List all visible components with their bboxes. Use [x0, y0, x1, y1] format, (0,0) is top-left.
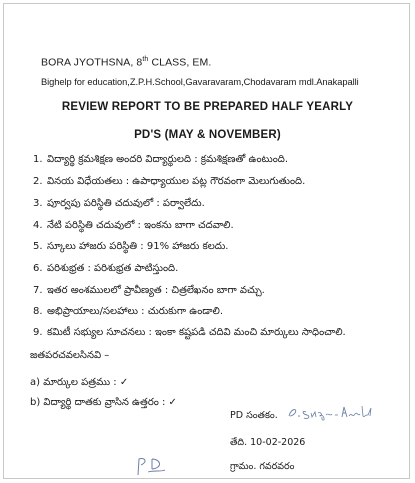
item-number: 3. — [33, 198, 43, 209]
item-number: 8. — [33, 306, 43, 317]
item-text: పూర్వపు పరిస్థితి చదువులో : పర్వాలేదు. — [47, 198, 205, 209]
item-text: నేటి పరిస్థితి చదువులో : ఇంకను బాగా చదవాలి. — [47, 220, 234, 231]
review-item — [33, 153, 288, 167]
organization-line: Bighelp for education,Z.P.H.School,Gavaravaram,Chodavaram mdl.Anakapalli — [41, 77, 359, 87]
report-title: REVIEW REPORT TO BE PREPARED HALF YEARLY — [61, 101, 354, 113]
report-page — [3, 3, 410, 479]
report-subtitle: PD'S (MAY & NOVEMBER) — [134, 129, 281, 141]
student-name-line — [41, 56, 211, 69]
item-text: వినయ విధేయతలు : ఉపాధ్యాయుల పట్ల గౌరవంగా మెలుగుతుంది. — [47, 176, 306, 187]
class-suffix: CLASS, EM. — [148, 56, 212, 69]
class-ordinal: th — [142, 56, 149, 63]
enclosure-item-b: b) విద్యార్థి దాతకు వ్రాసిన ఉత్తరం : ✓ — [30, 397, 177, 408]
enclosures-heading: జతపరచవలసినవి – — [30, 350, 110, 361]
pd-signature-label: PD సంతకం. — [230, 410, 278, 421]
item-text: ఇతర అంశములలో ప్రావీణ్యత : చిత్రలేఖనం బాగా వచ్చు. — [47, 285, 265, 296]
review-item — [33, 240, 228, 254]
review-item — [33, 305, 223, 319]
enclosure-item-a: a) మార్కుల పత్రము : ✓ — [30, 377, 129, 388]
item-text: అభిప్రాయాలు/సలహాలు : చురుకుగా ఉండాలి. — [47, 306, 224, 317]
review-item — [33, 219, 234, 233]
report-date: తేది. 10-02-2026 — [230, 437, 306, 448]
review-item — [33, 326, 346, 340]
pd-initials-signature — [134, 455, 170, 477]
review-item — [33, 197, 205, 211]
item-number: 5. — [33, 241, 43, 252]
item-number: 7. — [33, 285, 43, 296]
village-name: గ్రామం. గవరవరం — [230, 461, 295, 472]
pd-handwritten-signature — [286, 402, 386, 422]
review-item — [33, 175, 305, 189]
item-number: 2. — [33, 176, 43, 187]
item-number: 6. — [33, 263, 43, 274]
student-name: BORA JYOTHSNA, 8 — [41, 56, 143, 69]
item-text: కమిటీ సభ్యుల సూచనలు : ఇంకా కష్టపడి చదివి మంచి మార్కులు సాధించాలి. — [47, 327, 346, 338]
item-text: విద్యార్థి క్రమశిక్షణ అందరి విద్యార్థులది : క్రమశిక్షణతో ఉంటుంది. — [47, 154, 289, 165]
review-item — [33, 284, 265, 298]
review-item — [33, 262, 178, 276]
item-text: స్కూలు హాజరు పరిస్థితి : 91% హాజరు కలదు. — [47, 241, 229, 252]
item-number: 1. — [33, 154, 43, 165]
item-text: పరిశుభ్రత : పరిశుభ్రత పాటిస్తుంది. — [47, 263, 179, 274]
item-number: 9. — [33, 327, 43, 338]
item-number: 4. — [33, 220, 43, 231]
